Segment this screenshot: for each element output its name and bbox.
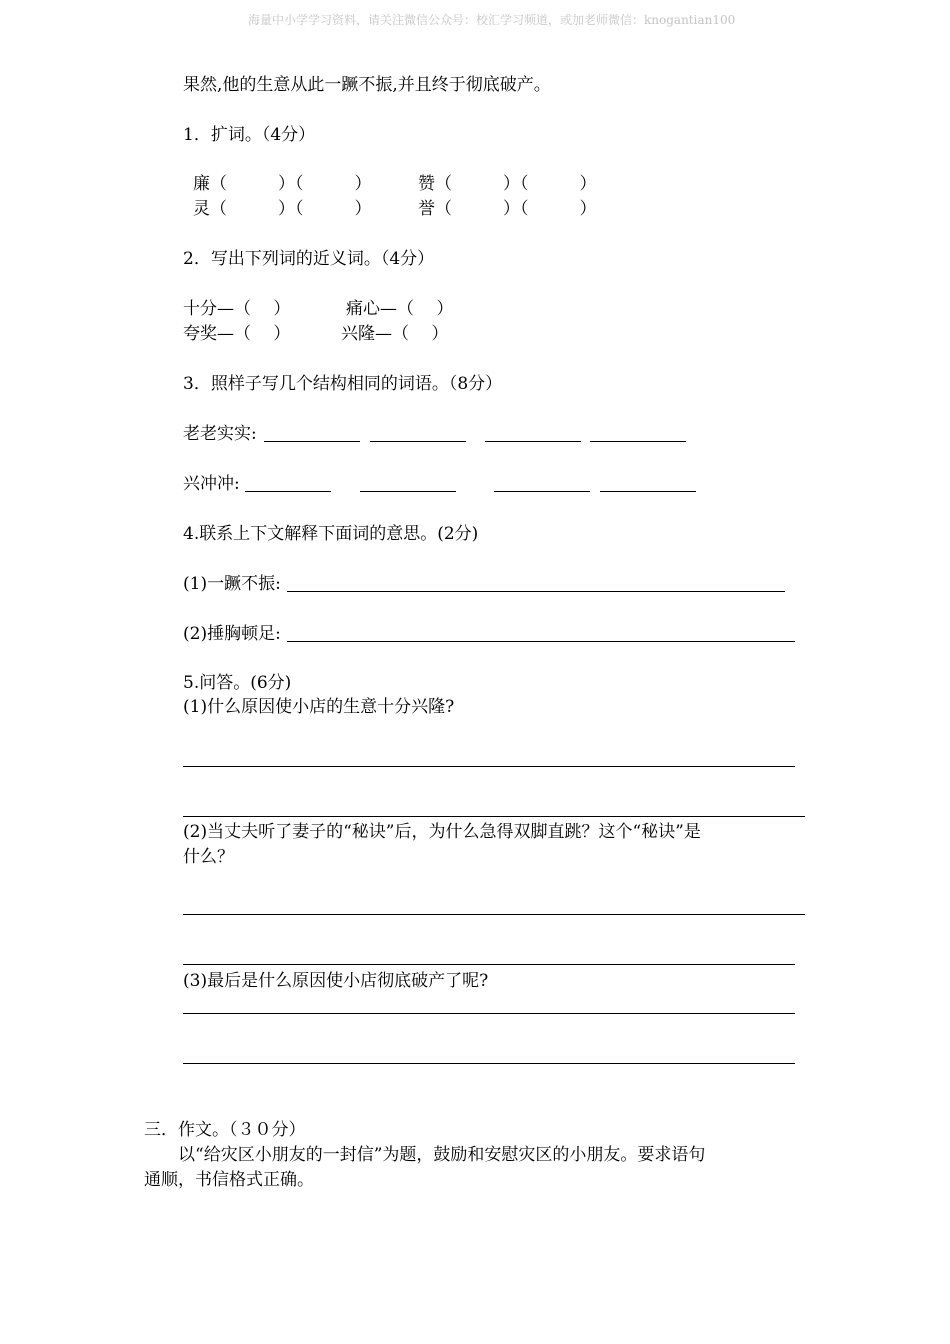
q3-blank-2-1[interactable] xyxy=(245,491,331,492)
q4-item1-blank[interactable] xyxy=(287,591,785,592)
q3-blank-2-2[interactable] xyxy=(360,491,456,492)
q1-row1-right: 赞（ ）（ ） xyxy=(418,174,597,194)
q2-title: 2．写出下列词的近义词。（4分） xyxy=(183,249,435,269)
q3-title: 3．照样子写几个结构相同的词语。（8分） xyxy=(183,374,503,394)
section3-title: 三．作文。（３０分） xyxy=(144,1120,306,1140)
q5-sub2-line2: 什么？ xyxy=(183,847,234,867)
q4-item2: (2)捶胸顿足: xyxy=(183,624,281,644)
q5-sub1-answer-line-2[interactable] xyxy=(183,816,805,817)
q3-blank-1-2[interactable] xyxy=(370,441,466,442)
section3-body-line1: 以“给灾区小朋友的一封信”为题，鼓励和安慰灾区的小朋友。要求语句 xyxy=(144,1145,706,1165)
q5-sub2-line1: (2)当丈夫听了妻子的“秘诀”后，为什么急得双脚直跳？这个“秘诀”是 xyxy=(183,822,701,842)
q1-row2-right: 誉（ ）（ ） xyxy=(418,199,597,219)
q5-title: 5.问答。(6分) xyxy=(183,673,292,693)
q3-blank-2-3[interactable] xyxy=(494,491,590,492)
q2-row2-right: 兴隆—（ ） xyxy=(341,324,449,344)
q2-row2-left: 夸奖—（ ） xyxy=(183,324,291,344)
q5-sub1: (1)什么原因使小店的生意十分兴隆? xyxy=(183,697,455,717)
q1-row2-left: 灵（ ）（ ） xyxy=(193,199,372,219)
intro-line: 果然,他的生意从此一蹶不振,并且终于彻底破产。 xyxy=(183,75,551,95)
q4-title: 4.联系上下文解释下面词的意思。(2分) xyxy=(183,524,479,544)
q1-row1-left: 廉（ ）（ ） xyxy=(193,174,372,194)
q2-row1-right: 痛心—（ ） xyxy=(346,299,454,319)
q2-row1-left: 十分—（ ） xyxy=(183,299,291,319)
q3-example1: 老老实实: xyxy=(183,424,257,444)
q5-sub2-answer-line-2[interactable] xyxy=(183,964,795,965)
q5-sub3-answer-line-1[interactable] xyxy=(183,1013,795,1014)
q5-sub1-answer-line-1[interactable] xyxy=(183,766,795,767)
q1-title: 1．扩词。（4分） xyxy=(183,125,316,145)
q5-sub2-answer-line-1[interactable] xyxy=(183,914,805,915)
section3-body-line2: 通顺，书信格式正确。 xyxy=(144,1170,314,1190)
q5-sub3-answer-line-2[interactable] xyxy=(183,1063,795,1064)
watermark-text: 海量中小学学习资料，请关注微信公众号：校汇学习频道，或加老师微信：knogantian100 xyxy=(248,13,736,27)
q3-blank-1-1[interactable] xyxy=(264,441,360,442)
q5-sub3: (3)最后是什么原因使小店彻底破产了呢? xyxy=(183,971,489,991)
q4-item2-blank[interactable] xyxy=(287,641,795,642)
q3-blank-2-4[interactable] xyxy=(600,491,696,492)
q4-item1: (1)一蹶不振: xyxy=(183,574,281,594)
q3-example2: 兴冲冲: xyxy=(183,474,240,494)
q3-blank-1-4[interactable] xyxy=(590,441,686,442)
q3-blank-1-3[interactable] xyxy=(485,441,581,442)
